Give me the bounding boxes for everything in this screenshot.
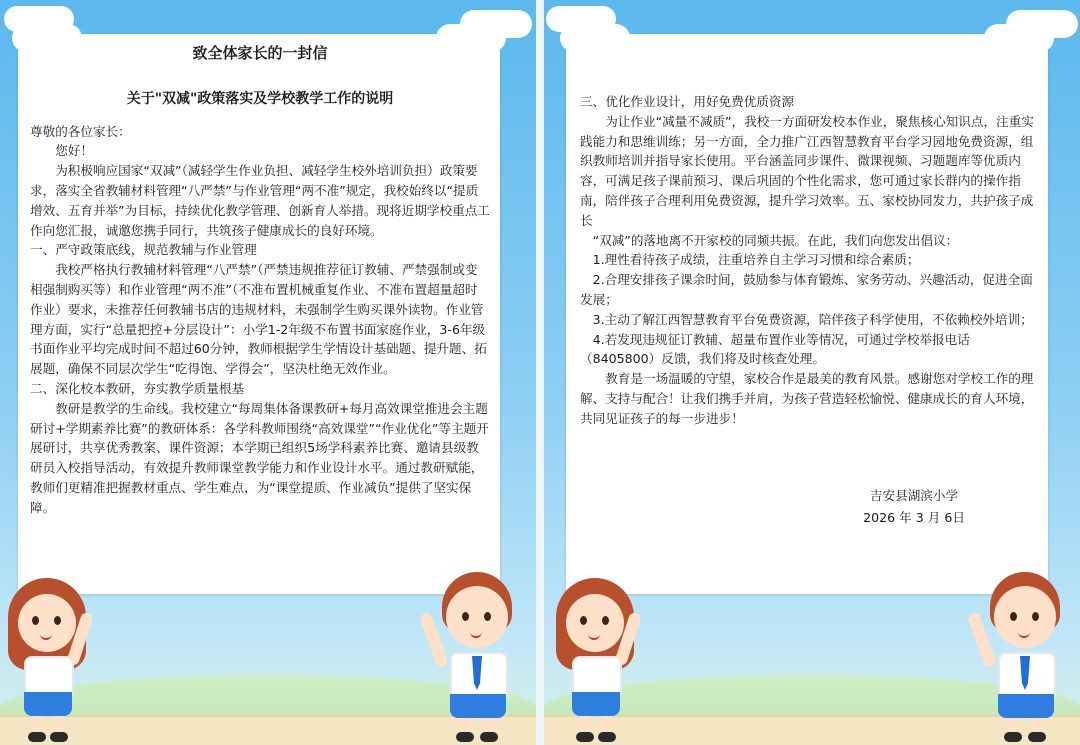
section2-title: 二、深化校本教研，夯实教学质量根基	[30, 380, 245, 396]
initiative-item-3: 3.主动了解江西智慧教育平台免费资源，陪伴孩子科学使用，不依赖校外培训；	[592, 311, 1033, 327]
girl-character	[0, 572, 110, 745]
initiative-item-1: 1.理性看待孩子成绩，注重培养自主学习习惯和综合素质；	[592, 252, 920, 268]
section1-title: 一、严守政策底线，规范教辅与作业管理	[30, 242, 257, 258]
section3-body: 为让作业“减量不减质”，我校一方面研发校本作业，聚焦核心知识点，注重实践能力和思维训练；另一方面，全力推广江西智慧教育平台学习园地免费资源，组织教师培训并指导家长使用。平台涵盖同步课件、微课视频、习题题库等优质内容，可满足孩子课前预习、课后巩固的个性化需求，您可通过家长群内的操作指南，陪伴孩子合理利用免费资源，提升学习效率。五、家校协同发力，共护孩子成长	[580, 113, 1034, 228]
letter-page-right	[544, 0, 1080, 745]
intro-paragraph: 为积极响应国家“双减”（减轻学生作业负担、减轻学生校外培训负担）政策要求，落实全省教辅材料管理“八严禁”与作业管理“两不准”规定，我校始终以“提质增效、五育并举”为目标，持续优化教学管理、创新育人举措。现将近期学校重点工作向您汇报，诚邀您携手同行，共筑孩子健康成长的良好环境。	[30, 163, 490, 238]
boy-character	[968, 572, 1078, 745]
section1-body: 我校严格执行教辅材料管理“八严禁”（严禁违规推荐征订教辅、严禁强制或变相强制购买等）和作业管理“两不准”（不准布置机械重复作业、不准布置超量超时作业）要求，未推荐任何教辅书店的违规材料，未强制学生购买课外读物。作业管理方面，实行“总量把控+分层设计”：小学1-2年级不布置书面家庭作业，3-6年级书面作业平均完成时间不超过60分钟，教师根据学生学情设计基础题、提升题、拓展题，确保不同层次学生“吃得饱、学得会”，坚决杜绝无效作业。	[30, 262, 487, 377]
letter-page-left	[0, 0, 536, 745]
girl-character	[548, 572, 658, 745]
signature-block	[834, 486, 994, 528]
boy-character	[420, 572, 530, 745]
initiative-item-2: 2.合理安排孩子课余时间，鼓励参与体育锻炼、家务劳动、兴趣活动，促进全面发展；	[580, 272, 1033, 307]
initiative-item-4: 4.若发现违规征订教辅、超量布置作业等情况，可通过学校举报电话（8405800）反馈，我们将及时核查处理。	[580, 331, 970, 367]
page-divider	[536, 0, 544, 745]
salutation: 尊敬的各位家长：	[30, 123, 131, 139]
initiative-intro: “双减”的落地离不开家校的同频共振。在此，我们向您发出倡议：	[592, 232, 959, 248]
closing-paragraph: 教育是一场温暖的守望，家校合作是最美的教育风景。感谢您对学校工作的理解、支持与配合！让我们携手并肩，为孩子营造轻松愉悦、健康成长的育人环境，共同见证孩子的每一步进步！	[580, 371, 1034, 426]
section2-body: 教研是教学的生命线。我校建立“每周集体备课教研+每月高效课堂推进会主题研讨+学期素养比赛”的教研体系：各学科教师围绕“高效课堂”“作业优化”等主题开展研讨，共享优秀教案、课件资源；本学期已组织5场学科素养比赛、邀请县级教研员入校指导活动，有效提升教师课堂教学能力和作业设计水平。通过教研赋能，教师们更精准把握教材重点、学生难点，为“课堂提质、作业减负”提供了坚实保障。	[30, 400, 489, 515]
letter-title: 致全体家长的一封信	[192, 44, 328, 62]
greeting: 您好！	[55, 143, 93, 159]
letter-date: 2026 年 3 月 6日	[863, 509, 965, 525]
school-signature: 吉安县湖滨小学	[869, 488, 959, 503]
section3-title: 三、优化作业设计，用好免费优质资源	[580, 94, 795, 109]
letter-subtitle: 关于"双减"政策落实及学校教学工作的说明	[126, 90, 394, 107]
